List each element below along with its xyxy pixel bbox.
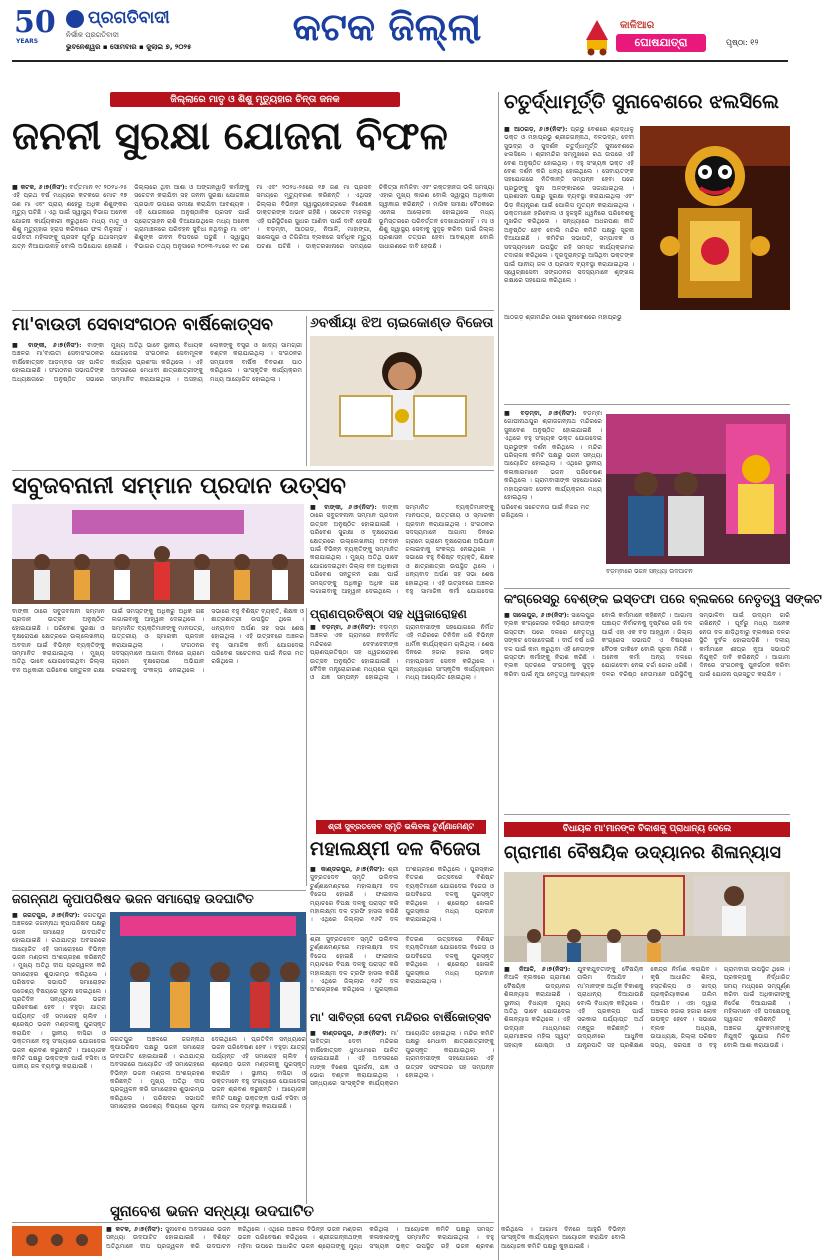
jagannath-body-left (12, 912, 106, 1218)
chaturdha-caption: ଆଠଗଡ଼ ଶ୍ରୀମନ୍ଦିର ଠାରେ ସୁନାବେଶରେ ମହାପ୍ରଭୁ (504, 314, 622, 321)
mahalaxmi-headline: ମହାଲକ୍ଷ୍ମୀ ଦଳ ବିଜେତା (310, 838, 481, 860)
masthead (0, 0, 800, 60)
divider (12, 470, 494, 471)
page-number: ପୃଷ୍ଠା: ୧୨ (726, 38, 759, 47)
congress-body (504, 612, 790, 806)
maa-bauti-body-text: ବାଙ୍କୀ ଅଞ୍ଚଳର ମା'ବାଉତୀ ସେବାସଂଗଠନର ବାର୍ଷିକୋତ୍ସବ ଆଡ଼ମ୍ବର ସହ ପାଳିତ ହୋଇଯାଇଛି । ସଂଗଠନର ସଭାପତିଙ୍କ ଅଧ୍ୟକ୍ଷତାରେ ଅନୁଷ୍ଠିତ ସଭାରେ ମୁଖ୍ୟ ଅତିଥି ଭାବେ ସ୍ଥାନୀୟ ବିଧାୟକ ଯୋଗଦେଇ ସଂଗଠନର ସେବାମୂଳକ କାର୍ଯ୍ୟର ପ୍ରଶଂସା କରିଥିଲେ । ଏହି ଅବସରରେ ମେଧାବୀ ଛାତ୍ରଛାତ୍ରୀଙ୍କୁ ସମ୍ମାନିତ କରାଯାଇଥିଲା । ଅସହାୟ ଲୋକଙ୍କୁ ବସ୍ତ୍ର ଓ ଖାଦ୍ୟ ସାମଗ୍ରୀ ବଣ୍ଟନ କରାଯାଇଥିଲା । ସଂଗଠନର ସମ୍ପାଦକ ବାର୍ଷିକ ବିବରଣୀ ପାଠ କରିଥିଲେ । ସାଂସ୍କୃତିକ କାର୍ଯ୍ୟକ୍ରମ ମଧ୍ୟ ଆୟୋଜିତ ହୋଇଥିଲା । (12, 342, 302, 383)
paper-name: ପ୍ରଗତିବାଦୀ (88, 8, 170, 28)
sunabesha-dateline: ■ କଟକ, ୬।୭(ନିସଂ): (106, 1226, 163, 1233)
vidhayak-kicker: ବିଧାୟକ ମା'ମାନଙ୍କ ବିକାଶକୁ ପ୍ରାଧାନ୍ୟ ଦେଲେ (504, 822, 790, 837)
mahalaxmi-body-text: ଶ୍ରୀ ସୁବ୍ରତଦେବ ସ୍ମୃତି ଭଲିବଲ ଟୁର୍ଣ୍ଣାମେଣ୍ଟରେ ମହାଲକ୍ଷ୍ମୀ ଦଳ ବିଜେତା ହୋଇଛି । ଫାଇନାଲ ମ୍ୟାଚରେ ବିପକ୍ଷ ଦଳକୁ ପରାସ୍ତ କରି ମହାଲକ୍ଷ୍ମୀ ଦଳ ଟ୍ରଫି ହାସଲ କରିଛି । ଏଥିରେ ଜିଲ୍ଲାର ୧୬ଟି ଦଳ ଅଂଶଗ୍ରହଣ କରିଥିଲେ । ପୁରସ୍କାର ବିତରଣ ଉତ୍ସବରେ ବିଶିଷ୍ଟ ବ୍ୟକ୍ତିମାନେ ଯୋଗଦେଇ ବିଜେତା ଓ ଉପବିଜେତା ଦଳକୁ ପୁରସ୍କୃତ କରିଥିଲେ । ଶ୍ରେଷ୍ଠ ଖେଳାଳି ପୁରସ୍କାର ମଧ୍ୟ ପ୍ରଦାନ କରାଯାଇଥିଲା । (310, 866, 494, 924)
janani-kicker: ଜିଲ୍ଲାରେ ମାତୃ ଓ ଶିଶୁ ମୃତ୍ୟୁହାର ଚିନ୍ତା ଜନକ (110, 92, 400, 107)
jagannath-dateline: ■ ଜଗତପୁର, ୬।୭(ନିସଂ): (12, 912, 80, 919)
pranpratishtha-headline: ପ୍ରାଣପ୍ରତିଷ୍ଠା ସହ ଧ୍ୱଜାରୋହଣ (310, 607, 467, 621)
congress-body-text: ସାଲେପୁର ବ୍ଲକ କଂଗ୍ରେସର ବରିଷ୍ଠ ନେତାଙ୍କ ଇସ୍ତଫା ପରେ ଦଳରେ ନେତୃତ୍ୱ ସଙ୍କଟ ଦେଖାଦେଇଛି । ଦୀର୍ଘ ବର୍ଷ ଧରି ଦଳ ପାଇଁ କାମ କରୁଥିବା ଏହି ନେତାଙ୍କ ଇସ୍ତଫା କର୍ମୀଙ୍କୁ ନିରାଶ କରିଛି । ବ୍ଲକ ସ୍ତରରେ ସଂଗଠନକୁ ସୁଦୃଢ଼ କରିବା ପାଇଁ ନୂଆ ନେତୃତ୍ୱ ଆବଶ୍ୟକ ବୋଲି କର୍ମୀମାନେ କହିଛନ୍ତି । ଆଗାମୀ ପଞ୍ଚାୟତ ନିର୍ବାଚନକୁ ଦୃଷ୍ଟିରେ ରଖି ଦଳ ପାଇଁ ଏହା ଏକ ବଡ଼ ଆହ୍ୱାନ । ଜିଲ୍ଲା କଂଗ୍ରେସ ସଭାପତି ଏ ବିଷୟରେ ବୈଠକ ଡାକିବେ ବୋଲି ସୂଚନା ମିଳିଛି । ଅନେକ କର୍ମୀ ଅନ୍ୟ ଦଳରେ ଯୋଗଦେବା ନେଇ ଚର୍ଚ୍ଚା ଜୋର ଧରିଛି । ଦଳର ବରିଷ୍ଠ ନେତାମାନେ ପରିସ୍ଥିତିକୁ ସମ୍ଭାଳିବା ପାଇଁ ଉଦ୍ୟମ ଜାରି ରଖିଛନ୍ତି । ପୂର୍ବରୁ ମଧ୍ୟ ଅନେକ ନେତା ଦଳ ଛାଡ଼ିଥିବାରୁ ବ୍ଲକରେ ଦଳର ସ୍ଥିତି ଦୁର୍ବଳ ହୋଇପଡ଼ିଛି । ଦଳୀୟ କର୍ମୀମାନେ ଶୀଘ୍ର ନୂଆ ସଭାପତି ନିଯୁକ୍ତି ଦାବି କରିଛନ୍ତି । ଆଗାମୀ ଦିନରେ ସଂଗଠନକୁ ପୁନର୍ଗଠନ କରିବା ପାଇଁ ଯୋଜନା ପ୍ରସ୍ତୁତ କରାଯିବ । (504, 612, 790, 678)
badamba-photo (606, 414, 790, 564)
divider (504, 588, 790, 589)
paper-tagline: ନିର୍ଭୀକ ପ୍ରଗତିବାଦୀ (66, 31, 119, 39)
badamba-caption: ବଡ଼ମ୍ବାରେ ଭଜନ ସନ୍ଧ୍ୟା ଉଦଘାଟନ (606, 568, 693, 575)
mahalaxmi-body-more-text: ଶ୍ରୀ ସୁବ୍ରତଦେବ ସ୍ମୃତି ଭଲିବଲ ଟୁର୍ଣ୍ଣାମେଣ୍ଟରେ ମହାଲକ୍ଷ୍ମୀ ଦଳ ବିଜେତା ହୋଇଛି । ଫାଇନାଲ ମ୍ୟାଚରେ ବିପକ୍ଷ ଦଳକୁ ପରାସ୍ତ କରି ମହାଲକ୍ଷ୍ମୀ ଦଳ ଟ୍ରଫି ହାସଲ କରିଛି । ଏଥିରେ ଜିଲ୍ଲାର ୧୬ଟି ଦଳ ଅଂଶଗ୍ରହଣ କରିଥିଲେ । ପୁରସ୍କାର ବିତରଣ ଉତ୍ସବରେ ବିଶିଷ୍ଟ ବ୍ୟକ୍ତିମାନେ ଯୋଗଦେଇ ବିଜେତା ଓ ଉପବିଜେତା ଦଳକୁ ପୁରସ୍କୃତ କରିଥିଲେ । ଶ୍ରେଷ୍ଠ ଖେଳାଳି ପୁରସ୍କାର ମଧ୍ୟ ପ୍ରଦାନ କରାଯାଇଥିଲା । (310, 936, 494, 994)
jagannath-headline: ଜଗନ୍ନାଥ କୃପାପରିଷଦ ଭଜନ ସମାରୋହ ଉଦଘାଟିତ (12, 891, 254, 906)
vidhayak-dateline: ■ ନିଆଳି, ୬।୭(ନିସଂ): (504, 966, 571, 973)
vidhayak-photo (504, 872, 790, 962)
chaturdha-dateline: ■ ଆଠଗଡ଼, ୬।୭(ନିସଂ): (504, 126, 568, 133)
jagannath-body-bottom (110, 1036, 306, 1218)
divider (504, 814, 790, 815)
chaturdha-body-top (504, 126, 634, 310)
sabuja-body-lower-text: ବାଙ୍କୀ ଠାରେ ସବୁଜବନାନୀ ସମ୍ମାନ ପ୍ରଦାନ ଉତ୍ସବ ଅନୁଷ୍ଠିତ ହୋଇଯାଇଛି । ପରିବେଶ ସୁରକ୍ଷା ଓ ବୃକ୍ଷରୋପଣ କ୍ଷେତ୍ରରେ ଉଲ୍ଲେଖନୀୟ ଅବଦାନ ପାଇଁ ବିଭିନ୍ନ ବ୍ୟକ୍ତିଙ୍କୁ ସମ୍ମାନିତ କରାଯାଇଥିଲା । ମୁଖ୍ୟ ଅତିଥି ଭାବେ ଯୋଗଦେଇଥିବା ଜିଲ୍ଲା ବନ ଅଧିକାରୀ ପରିବେଶ ସନ୍ତୁଳନ ରକ୍ଷା ପାଇଁ ସମସ୍ତଙ୍କୁ ଅଧିକରୁ ଅଧିକ ଗଛ ଲଗାଇବାକୁ ଆହ୍ୱାନ ଦେଇଥିଲେ । ସମ୍ମାନିତ ବ୍ୟକ୍ତିମାନଙ୍କୁ ମାନପତ୍ର, ଉତ୍ତରୀୟ ଓ ସ୍ମାରକୀ ପ୍ରଦାନ କରାଯାଇଥିଲା । ସଂଗଠନର ସଦସ୍ୟମାନେ ଆଗାମୀ ଦିନରେ ଗ୍ରାମେ ଗ୍ରାମେ ବୃକ୍ଷରୋପଣ ଅଭିଯାନ ଚଳାଇବାକୁ ସଂକଳ୍ପ ନେଇଥିଲେ । ସଭାରେ ବହୁ ବିଶିଷ୍ଟ ବ୍ୟକ୍ତି, ଶିକ୍ଷକ ଓ ଛାତ୍ରଛାତ୍ରୀ ଉପସ୍ଥିତ ଥିଲେ । ଧନ୍ୟବାଦ ଅର୍ପଣ ସହ ସଭା ଶେଷ ହୋଇଥିଲା । ଏହି ଉତ୍ସବରେ ଅଞ୍ଚଳର ବହୁ ସାମାଜିକ କର୍ମୀ ଯୋଗଦେଇ ପରିବେଶ ସଚେତନତା ପାଇଁ ନିଜର ମତ ରଖିଥିଲେ । (12, 608, 304, 674)
column-divider (306, 934, 307, 1218)
column-divider (306, 608, 307, 886)
jagannath-photo (110, 912, 306, 1032)
savitri-dateline: ■ କାଣ୍ଡରପୁର, ୬।୭(ନିସଂ): (310, 1030, 387, 1037)
sabuja-headline: ସବୁଜବନାନୀ ସମ୍ମାନ ପ୍ରଦାନ ଉତ୍ସବ (12, 473, 346, 499)
janani-body-text: ବର୍ତ୍ତମାନ ୧୯ ୨୦୨୪-୨୫ ଏହି ପ୍ରଥ ବର୍ଷ ମଧ୍ୟରେ କଟକରେ ମୋଟ ୧୭ ଜଣ ମା ଏବଂ ପ୍ରାୟ ଶହେରୁ ଅଧିକ ଶିଶୁଙ୍କର ମୃତ୍ୟୁ ଘଟିଛି । ଏଥି ପାଇଁ ସ୍ୱାସ୍ଥ୍ୟ ବିଭାଗ ଅନେକ ଯୋଜନା କାର୍ଯ୍ୟକାରୀ କରୁଥିଲେ ମଧ୍ୟ ମାତୃ ଓ ଶିଶୁ ମୃତ୍ୟୁହାର ହ୍ରାସ କରିବାରେ ଫଳ ମିଳୁନାହିଁ । ଗର୍ଭବତୀ ମହିଳାଙ୍କୁ ପ୍ରସବ ପୂର୍ବରୁ ଯଥାସମ୍ଭବ ଯତ୍ନ ନିଆଯାଉନାହିଁ ବୋଲି ଅଭିଯୋଗ ହୋଇଛି । ଜିଲ୍ଲାରେ ଥିବା ଆଶା ଓ ଅଙ୍ଗନୱାଡ଼ି କର୍ମୀଙ୍କୁ ସଚେତନ କରାଯିବା ସହ ଜନନୀ ସୁରକ୍ଷା ଯୋଜନାର ପ୍ରଭାବ ଉପରେ ସମୀକ୍ଷା କରାଯିବା ଆବଶ୍ୟକ । ଏହି ଯୋଜନାରେ ଅନୁଷ୍ଠାନିକ ପ୍ରସବ ପାଇଁ ପ୍ରୋତ୍ସାହନ ରାଶି ଦିଆଯାଉଥିଲେ ମଧ୍ୟ ଅନେକ ଗ୍ରାମାଞ୍ଚଳରେ ପରିବହନ ସୁବିଧା ନଥିବାରୁ ମା ଏବଂ ଶିଶୁଙ୍କ ଜୀବନ ବିପଦରେ ପଡୁଛି । ସ୍ୱାସ୍ଥ୍ୟ ବିଭାଗର ତଥ୍ୟ ଅନୁସାରେ ୨୦୨୩-୨୪ରେ ୧୯ ଜଣ ମା ଏବଂ ୨୦୨୪-୨୫ରେ ୧୭ ଜଣ ମା ପ୍ରସବ ସମୟରେ ମୃତ୍ୟୁବରଣ କରିଛନ୍ତି । ଏଥିସହ ଜିଲ୍ଲାର ବିଭିନ୍ନ ସ୍ୱାସ୍ଥ୍ୟକେନ୍ଦ୍ରରେ ବିଶେଷଜ୍ଞ ଡାକ୍ତରଙ୍କ ଅଭାବ ରହିଛି । ସଚେତନ ମହଲରୁ ଏହି ପରିସ୍ଥିତିରେ ସୁଧାର ଆଣିବା ପାଇଁ ଦାବି ହେଉଛି । ବଡ଼ମ୍ବା, ଆଠଗଡ଼, ନିଆଳି, ମାହାଙ୍ଗା, ସାଲେପୁର ଓ ତିଗିରିଆ ବ୍ଲକରେ ସର୍ବାଧିକ ମୃତ୍ୟୁ ଘଟଣା ଘଟିଛି । ଡାକ୍ତରଖାନାରେ ସମୟରେ ଚିକିତ୍ସା ନମିଳିବା ଏବଂ ରକ୍ତହୀନତା ଭଳି ସମସ୍ୟା ଏହାର ମୁଖ୍ୟ କାରଣ ବୋଲି ସ୍ୱାସ୍ଥ୍ୟ ଅଧିକାରୀ ସ୍ୱୀକାର କରିଛନ୍ତି । ମାସିକ ସମୀକ୍ଷା ବୈଠକରେ ଏନେଇ ଆଲୋଚନା ହୋଇଥିଲେ ମଧ୍ୟ ଭୂମିସ୍ତରରେ ପରିବର୍ତ୍ତନ ଦେଖାଯାଉନାହିଁ । ମା ଓ ଶିଶୁ ସ୍ୱାସ୍ଥ୍ୟ ସେବାକୁ ସୁଦୃଢ଼ କରିବା ପାଇଁ ଜିଲ୍ଲା ପ୍ରଶାସନ ତତ୍ପର ହେବା ଆବଶ୍ୟକ ବୋଲି ସାଧାରଣରେ ଦାବି ହେଉଛି । (12, 184, 494, 250)
mahalaxmi-kicker: ଶ୍ରୀ ସୁବ୍ରତଦେବ ସ୍ମୃତି ଭଲିବଲ ଟୁର୍ଣ୍ଣାମେଣ୍ଟ (316, 820, 486, 834)
savitri-body (310, 1030, 494, 1218)
badamba-dateline: ■ ବଡ଼ମ୍ବା, ୬।୭(ନିସଂ): (504, 410, 577, 417)
sunabesha-body (106, 1226, 626, 1256)
mahalaxmi-dateline: ■ କାଣ୍ଡରପୁର, ୬।୭(ନିସଂ): (310, 866, 385, 873)
badamba-body (504, 410, 602, 585)
anniversary-label: YEARS (16, 38, 39, 45)
sabuja-body-right (310, 504, 590, 604)
vidhayak-headline: ଗ୍ରାମୀଣ ବୈଷୟିକ ଉଦ୍ୟାନର ଶିଳାନ୍ୟାସ (504, 843, 781, 863)
sabuja-body-text: ବାଙ୍କୀ ଠାରେ ସବୁଜବନାନୀ ସମ୍ମାନ ପ୍ରଦାନ ଉତ୍ସବ ଅନୁଷ୍ଠିତ ହୋଇଯାଇଛି । ପରିବେଶ ସୁରକ୍ଷା ଓ ବୃକ୍ଷରୋପଣ କ୍ଷେତ୍ରରେ ଉଲ୍ଲେଖନୀୟ ଅବଦାନ ପାଇଁ ବିଭିନ୍ନ ବ୍ୟକ୍ତିଙ୍କୁ ସମ୍ମାନିତ କରାଯାଇଥିଲା । ମୁଖ୍ୟ ଅତିଥି ଭାବେ ଯୋଗଦେଇଥିବା ଜିଲ୍ଲା ବନ ଅଧିକାରୀ ପରିବେଶ ସନ୍ତୁଳନ ରକ୍ଷା ପାଇଁ ସମସ୍ତଙ୍କୁ ଅଧିକରୁ ଅଧିକ ଗଛ ଲଗାଇବାକୁ ଆହ୍ୱାନ ଦେଇଥିଲେ । ସମ୍ମାନିତ ବ୍ୟକ୍ତିମାନଙ୍କୁ ମାନପତ୍ର, ଉତ୍ତରୀୟ ଓ ସ୍ମାରକୀ ପ୍ରଦାନ କରାଯାଇଥିଲା । ସଂଗଠନର ସଦସ୍ୟମାନେ ଆଗାମୀ ଦିନରେ ଗ୍ରାମେ ଗ୍ରାମେ ବୃକ୍ଷରୋପଣ ଅଭିଯାନ ଚଳାଇବାକୁ ସଂକଳ୍ପ ନେଇଥିଲେ । ସଭାରେ ବହୁ ବିଶିଷ୍ଟ ବ୍ୟକ୍ତି, ଶିକ୍ଷକ ଓ ଛାତ୍ରଛାତ୍ରୀ ଉପସ୍ଥିତ ଥିଲେ । ଧନ୍ୟବାଦ ଅର୍ପଣ ସହ ସଭା ଶେଷ ହୋଇଥିଲା । ଏହି ଉତ୍ସବରେ ଅଞ୍ଚଳର ବହୁ ସାମାଜିକ କର୍ମୀ ଯୋଗଦେଇ ପରିବେଶ ସଚେତନତା ପାଇଁ ନିଜର ମତ ରଖିଥିଲେ । (310, 504, 590, 596)
savitri-body-text: ମା' ସାବିତ୍ରୀ ଦେବୀ ମନ୍ଦିରର ବାର୍ଷିକୋତ୍ସବ ଧୁମଧାମରେ ପାଳିତ ହୋଇଯାଇଛି । ଏହି ଅବସରରେ ମାଙ୍କ ବିଶେଷ ପୂଜାର୍ଚ୍ଚନା, ଯଜ୍ଞ ଓ ଭୋଗ ବଣ୍ଟନ କରାଯାଇଥିଲା । ସନ୍ଧ୍ୟାରେ ସାଂସ୍କୃତିକ କାର୍ଯ୍ୟକ୍ରମ ଆୟୋଜିତ ହୋଇଥିଲା । ମନ୍ଦିର କମିଟି ପକ୍ଷରୁ ମେଧାବୀ ଛାତ୍ରଛାତ୍ରୀଙ୍କୁ ପୁରସ୍କୃତ କରାଯାଇଥିଲା । ଗ୍ରାମବାସୀଙ୍କ ସହଯୋଗରେ ଏହି ଉତ୍ସବ ସଫଳତାର ସହ ସମ୍ପନ୍ନ ହୋଇଥିଲା । (310, 1030, 494, 1088)
mahalaxmi-body (310, 866, 494, 930)
sunabesha-headline-visible: ସୁନାବେଶ ଭଜନ ସନ୍ଧ୍ୟା ଉଦଘାଟିତ (110, 1204, 494, 1220)
pranpratishtha-dateline: ■ ବଡ଼ମ୍ବା, ୬।୭(ନିସଂ): (310, 624, 376, 631)
divider (12, 310, 494, 311)
badamba-body-text: ବଡ଼ମ୍ବା ଗୋପୀନାଥପୁର ଶ୍ରୀଜଗନ୍ନାଥ ମନ୍ଦିରରେ ସୁନାବେଶ ଅନୁଷ୍ଠିତ ହୋଇଯାଇଛି । ଏଥିରେ ବହୁ ସଂଖ୍ୟକ ଭକ୍ତ ଯୋଗଦେଇ ପ୍ରଭୁଙ୍କ ଦର୍ଶନ କରିଥିଲେ । ମନ୍ଦିର ପରିଚାଳନା କମିଟି ପକ୍ଷରୁ ଭଜନ ସନ୍ଧ୍ୟା ଆୟୋଜିତ ହୋଇଥିଲା । ଏଥିରେ ସ୍ଥାନୀୟ କଳାକାରମାନେ ଭଜନ ପରିବେଷଣ କରିଥିଲେ । ଗ୍ରାମବାସୀଙ୍କ ସହଯୋଗରେ ମହାପ୍ରସାଦ ସେବନ କାର୍ଯ୍ୟକ୍ରମ ମଧ୍ୟ ହୋଇଥିଲା । (504, 410, 603, 502)
sunabesha-photo (12, 1226, 102, 1256)
sabuja-photo (12, 504, 304, 604)
mahalaxmi-body-more (310, 936, 494, 1008)
jagannath-body-bottom-text: ଜଗତପୁର ଅଞ୍ଚଳରେ ଜଗନ୍ନାଥ କୃପାପରିଷଦ ପକ୍ଷରୁ ଭଜନ ସମାରୋହ ଉଦଘାଟିତ ହୋଇଯାଇଛି । ରଥଯାତ୍ରା ଅବସରରେ ଆୟୋଜିତ ଏହି ସମାରୋହରେ ବିଭିନ୍ନ ଭଜନ ମଣ୍ଡଳୀ ଅଂଶଗ୍ରହଣ କରିଛନ୍ତି । ମୁଖ୍ୟ ଅତିଥି ଦୀପ ପ୍ରଜ୍ୱଳନ କରି ସମାରୋହର ଶୁଭାରମ୍ଭ କରିଥିଲେ । ପରିଷଦର ସଭାପତି ସମାରୋହର ଉଦ୍ଦେଶ୍ୟ ବିଷୟରେ ସୂଚନା ଦେଇଥିଲେ । ପ୍ରତିଦିନ ସନ୍ଧ୍ୟାରେ ଭଜନ ପରିବେଷଣ ହେବ । ବହୁଡ଼ା ଯାତ୍ରା ପର୍ଯ୍ୟନ୍ତ ଏହି ସମାରୋହ ଚାଲିବ । ଶ୍ରେଷ୍ଠ ଭଜନ ମଣ୍ଡଳୀକୁ ପୁରସ୍କୃତ କରାଯିବ । ସ୍ଥାନୀୟ ବାସିନ୍ଦା ଓ ଭକ୍ତମାନେ ବହୁ ସଂଖ୍ୟାରେ ଯୋଗଦେଇ ଭଜନ ଶ୍ରବଣ କରୁଛନ୍ତି । ଆୟୋଜକ କମିଟି ପକ୍ଷରୁ ଭକ୍ତଙ୍କ ପାଇଁ ବସିବା ଓ ପାନୀୟ ଜଳ ବ୍ୟବସ୍ଥା କରାଯାଇଛି । (110, 1036, 306, 1111)
anniversary-number: 50 (14, 5, 56, 40)
maa-bauti-headline: ମା'ବାଉତୀ ସେବାସଂଗଠନ ବାର୍ଷିକୋତ୍ସବ (12, 315, 273, 335)
janani-body (12, 184, 494, 306)
sunabesha-body-text: ସୁନାବେଶ ଅବସରରେ ଭଜନ ସନ୍ଧ୍ୟା ଉଦଘାଟିତ ହୋଇଯାଇଛି । ବିଶିଷ୍ଟ ଅତିଥିମାନେ ଦୀପ ପ୍ରଜ୍ୱଳନ କରି ଉଦଘାଟନ କରିଥିଲେ । ଏଥିରେ ଅଞ୍ଚଳର ବିଭିନ୍ନ ଭଜନ ମଣ୍ଡଳୀ ଭଜନ ପରିବେଷଣ କରିଥିଲେ । ଶ୍ରୀଜଗନ୍ନାଥଙ୍କ ମହିମା ଉପରେ ଆଧାରିତ ଭଜନ ଶ୍ରୋତାଙ୍କୁ ମୁଗ୍ଧ କରିଥିଲା । ଆୟୋଜକ କମିଟି ପକ୍ଷରୁ ସମସ୍ତ କଳାକାରଙ୍କୁ ସମ୍ମାନିତ କରାଯାଇଥିଲା । ବହୁ ସଂଖ୍ୟକ ଭକ୍ତ ଉପସ୍ଥିତ ରହି ଭଜନ ଶ୍ରବଣ କରିଥିଲେ । ଆଗାମୀ ଦିନରେ ଆହୁରି ବିଭିନ୍ନ ସାଂସ୍କୃତିକ କାର୍ଯ୍ୟକ୍ରମ ଆୟୋଜନ କରାଯିବ ବୋଲି ଆୟୋଜକ କମିଟି ପକ୍ଷରୁ କୁହାଯାଇଛି । (106, 1226, 626, 1250)
jagannath-body-text: ଜଗତପୁର ଅଞ୍ଚଳରେ ଜଗନ୍ନାଥ କୃପାପରିଷଦ ପକ୍ଷରୁ ଭଜନ ସମାରୋହ ଉଦଘାଟିତ ହୋଇଯାଇଛି । ରଥଯାତ୍ରା ଅବସରରେ ଆୟୋଜିତ ଏହି ସମାରୋହରେ ବିଭିନ୍ନ ଭଜନ ମଣ୍ଡଳୀ ଅଂଶଗ୍ରହଣ କରିଛନ୍ତି । ମୁଖ୍ୟ ଅତିଥି ଦୀପ ପ୍ରଜ୍ୱଳନ କରି ସମାରୋହର ଶୁଭାରମ୍ଭ କରିଥିଲେ । ପରିଷଦର ସଭାପତି ସମାରୋହର ଉଦ୍ଦେଶ୍ୟ ବିଷୟରେ ସୂଚନା ଦେଇଥିଲେ । ପ୍ରତିଦିନ ସନ୍ଧ୍ୟାରେ ଭଜନ ପରିବେଷଣ ହେବ । ବହୁଡ଼ା ଯାତ୍ରା ପର୍ଯ୍ୟନ୍ତ ଏହି ସମାରୋହ ଚାଲିବ । ଶ୍ରେଷ୍ଠ ଭଜନ ମଣ୍ଡଳୀକୁ ପୁରସ୍କୃତ କରାଯିବ । ସ୍ଥାନୀୟ ବାସିନ୍ଦା ଓ ଭକ୍ତମାନେ ବହୁ ସଂଖ୍ୟାରେ ଯୋଗଦେଇ ଭଜନ ଶ୍ରବଣ କରୁଛନ୍ତି । ଆୟୋଜକ କମିଟି ପକ୍ଷରୁ ଭକ୍ତଙ୍କ ପାଇଁ ବସିବା ଓ ପାନୀୟ ଜଳ ବ୍ୟବସ୍ଥା କରାଯାଇଛି । (12, 912, 106, 1071)
sabuja-body-lower (12, 608, 304, 886)
sabuja-dateline: ■ ବାଙ୍କୀ, ୬।୭(ନିସଂ): (310, 504, 377, 511)
girl-champ-headline: ୬ବର୍ଷୀୟା ଝିଅ ଚାଇକୋଣ୍ଡ ବିଜେତା (310, 315, 494, 331)
promo-top-text: କାଳିଆର (620, 20, 655, 31)
vidhayak-body-text: ନିଆଳି ବ୍ଲକରେ ଗ୍ରାମୀଣ ବୈଷୟିକ ଉଦ୍ୟାନର ଶିଳାନ୍ୟାସ କରାଯାଇଛି । ସ୍ଥାନୀୟ ବିଧାୟକ ମୁଖ୍ୟ ଅତିଥି ଭାବେ ଯୋଗଦେଇ ଶିଳାନ୍ୟାସ କରିଥିଲେ । ଏହି ଉଦ୍ୟାନ ମାଧ୍ୟମରେ ଗ୍ରାମାଞ୍ଚଳର ମହିଳା ସ୍ୱୟଂ ସହାୟକ ଗୋଷ୍ଠୀ ଓ ଯୁବକଯୁବତୀଙ୍କୁ ବୈଷୟିକ ତାଲିମ ଦିଆଯିବ । ମା'ମାନଙ୍କ ଆର୍ଥିକ ବିକାଶକୁ ପ୍ରାଧାନ୍ୟ ଦିଆଯାଉଛି ବୋଲି ବିଧାୟକ କହିଥିଲେ । ଏହି ପ୍ରକଳ୍ପ ପାଇଁ ସରକାର ପର୍ଯ୍ୟାପ୍ତ ଅର୍ଥ ମଞ୍ଜୁର କରିଛନ୍ତି । ଉଦ୍ୟାନରେ ଆଧୁନିକ ଯନ୍ତ୍ରପାତି ସହ ପ୍ରଶିକ୍ଷଣ କେନ୍ଦ୍ର ନିର୍ମାଣ କରାଯିବ । କୃଷି ଆଧାରିତ ଶିଳ୍ପ, ହସ୍ତଶିଳ୍ପ ଓ ଖାଦ୍ୟ ପ୍ରକ୍ରିୟାକରଣ ତାଲିମ ଦିଆଯିବ । ଏହା ଦ୍ୱାରା ଅଞ୍ଚଳର ହଜାର ହଜାର ଲୋକ ଉପକୃତ ହେବେ । ସଭାରେ ବ୍ଲକ ଅଧ୍ୟକ୍ଷ, ଉପାଧ୍ୟକ୍ଷ, ଜିଲ୍ଲା ପରିଷଦ ସଭ୍ୟ, ସରପଞ୍ଚ ଓ ବହୁ ଗ୍ରାମବାସୀ ଉପସ୍ଥିତ ଥିଲେ । ପ୍ରକଳ୍ପକୁ ନିର୍ଦ୍ଧାରିତ ସମୟ ମଧ୍ୟରେ ସମ୍ପୂର୍ଣ୍ଣ କରିବା ପାଇଁ ଅଧିକାରୀଙ୍କୁ ନିର୍ଦ୍ଦେଶ ଦିଆଯାଇଛି । ମହିଳାମାନେ ଏହି ପଦକ୍ଷେପକୁ ସ୍ୱାଗତ କରିଛନ୍ତି । ଅଞ୍ଚଳର ଯୁବକମାନଙ୍କୁ ନିଯୁକ୍ତି ସୁଯୋଗ ମିଳିବ ବୋଲି ଆଶା କରାଯାଉଛି । (504, 966, 790, 1049)
promo-main-text: ଘୋଷଯାତ୍ରା (616, 34, 706, 52)
pranpratishtha-body-text: ବଡ଼ମ୍ବା ଅଞ୍ଚଳର ଏକ ଗ୍ରାମରେ ନବନିର୍ମିତ ମନ୍ଦିରରେ ଦେବାଦେବୀଙ୍କ ପ୍ରାଣପ୍ରତିଷ୍ଠା ସହ ଧ୍ୱଜାରୋହଣ ଉତ୍ସବ ଅନୁଷ୍ଠିତ ହୋଇଯାଇଛି । ବୈଦିକ ମନ୍ତ୍ରୋଚ୍ଚାରଣ ମଧ୍ୟରେ ପୂଜା ଓ ଯଜ୍ଞ ସମ୍ପନ୍ନ ହୋଇଥିଲା । ଗ୍ରାମବାସୀଙ୍କ ସହଯୋଗରେ ନିର୍ମିତ ଏହି ମନ୍ଦିରରେ ତିନିଦିନ ଧରି ବିଭିନ୍ନ ଧାର୍ମିକ କାର୍ଯ୍ୟକ୍ରମ ଚାଲିଥିଲା । ଶେଷ ଦିନରେ ହଜାର ହଜାର ଭକ୍ତ ମହାପ୍ରସାଦ ସେବନ କରିଥିଲେ । ସନ୍ଧ୍ୟାରେ ସାଂସ୍କୃତିକ କାର୍ଯ୍ୟକ୍ରମ ମଧ୍ୟ ଆୟୋଜିତ ହୋଇଥିଲା । (310, 624, 494, 682)
divider (504, 404, 790, 405)
ghosha-yatra-promo (582, 18, 708, 56)
congress-dateline: ■ ସାଲେପୁର, ୬।୭(ନିସଂ): (504, 612, 570, 619)
column-divider (498, 92, 499, 1260)
paper-emblem-icon (66, 10, 84, 28)
section-title: କଟକ ଜିଲ୍ଲା (292, 5, 482, 49)
janani-dateline: ■ କଟକ, ୬।୭(ନିସଂ): (12, 184, 68, 191)
deity-photo (640, 126, 790, 310)
vidhayak-body (504, 966, 790, 1248)
chaturdha-body-text: ପ୍ରଭୁ ବେଶରେ ଶ୍ରଦ୍ଧାଳୁ ଭକ୍ତ ଓ ମହାପ୍ରଭୁ ଶ୍ରୀଜଗନ୍ନାଥ, ବଳଭଦ୍ର, ଦେବୀ ସୁଭଦ୍ରା ଓ ସୁଦର୍ଶନ ଚତୁର୍ଦ୍ଧାମୂର୍ତ୍ତି ସୁନାବେଶରେ ଝଲସିଲେ । ଶ୍ରୀମନ୍ଦିର ସମ୍ମୁଖରେ ରଥ ଉପରେ ଏହି ବେଶ ଅନୁଷ୍ଠିତ ହୋଇଥିଲା । ବହୁ ସଂଖ୍ୟକ ଭକ୍ତ ଏହି ବେଶ ଦର୍ଶନ କରି ଧନ୍ୟ ହୋଇଥିଲେ । ସେବାୟତଙ୍କ ସହଯୋଗରେ ନିତିକାନ୍ତି ସମ୍ପନ୍ନ ହେବା ପରେ ପ୍ରଭୁଙ୍କୁ ସୁନା ଅଳଙ୍କାରରେ ସଜାଯାଇଥିଲା । ପ୍ରଶାସନ ପକ୍ଷରୁ ସୁରକ୍ଷା ବ୍ୟବସ୍ଥା କରାଯାଇଥିଲା ଏବଂ ଭିଡ଼ ନିୟନ୍ତ୍ରଣ ପାଇଁ ପୋଲିସ ମୁତୟନ କରାଯାଇଥିଲା । ଭକ୍ତମାନେ ହରିବୋଲ ଓ ହୁଳହୁଳି ଧ୍ୱନିରେ ପରିବେଶକୁ ମୁଖରିତ କରିଥିଲେ । ସନ୍ଧ୍ୟାରେ ଅଧରପଣା ନୀତି ଅନୁଷ୍ଠିତ ହେବ ବୋଲି ମନ୍ଦିର କମିଟି ପକ୍ଷରୁ ସୂଚନା ଦିଆଯାଇଛି । କମିଟିର ସଭାପତି, ସମ୍ପାଦକ ଓ ସଦସ୍ୟମାନେ ଉପସ୍ଥିତ ରହି ସମସ୍ତ କାର୍ଯ୍ୟକ୍ରମର ତଦାରଖ କରିଥିଲେ । ଦୂରଦୂରାନ୍ତରୁ ଆସିଥିବା ଭକ୍ତଙ୍କ ପାଇଁ ପାନୀୟ ଜଳ ଓ ପ୍ରସାଦ ବ୍ୟବସ୍ଥା କରାଯାଇଥିଲା । ସ୍ୱେଚ୍ଛାସେବୀ ସଙ୍ଗଠନର ସଦସ୍ୟମାନେ ଶୃଙ୍ଖଳା ରକ୍ଷାରେ ସହଯୋଗ କରିଥିଲେ । (504, 126, 635, 285)
maa-bauti-dateline: ■ ବାଙ୍କୀ, ୬।୭(ନିସଂ): (12, 342, 82, 349)
divider (310, 934, 494, 935)
masthead-rule (12, 60, 788, 62)
column-divider (306, 316, 307, 466)
pranpratishtha-body (310, 624, 494, 818)
chariot-icon (582, 18, 612, 56)
janani-headline: ଜନନୀ ସୁରକ୍ଷା ଯୋଜନା ବିଫଳ (12, 114, 448, 159)
chaturdha-headline: ଚତୁର୍ଦ୍ଧାମୂର୍ତ୍ତି ସୁନାବେଶରେ ଝଲସିଲେ (504, 90, 779, 113)
savitri-headline: ମା' ସାବିତ୍ରୀ ଦେବୀ ମନ୍ଦିରର ବାର୍ଷିକୋତ୍ସବ (310, 1011, 492, 1024)
divider (12, 1222, 494, 1223)
girl-champ-photo (310, 336, 494, 466)
chaturdha-body-bottom (504, 314, 790, 402)
date-line: ଭୁବନେଶ୍ୱର ▪ ସୋମବାର ▪ ଜୁଲାଇ ୭, ୨୦୨୫ (66, 43, 192, 51)
maa-bauti-body (12, 342, 302, 466)
congress-headline: କଂଗ୍ରେସରୁ ବେଶ୍ଙ୍କ ଇସ୍ତଫା ପରେ ବ୍ଲକରେ ନେତୃତ୍ୱ ସଙ୍କଟ (504, 591, 822, 606)
anniversary-logo (14, 5, 62, 48)
